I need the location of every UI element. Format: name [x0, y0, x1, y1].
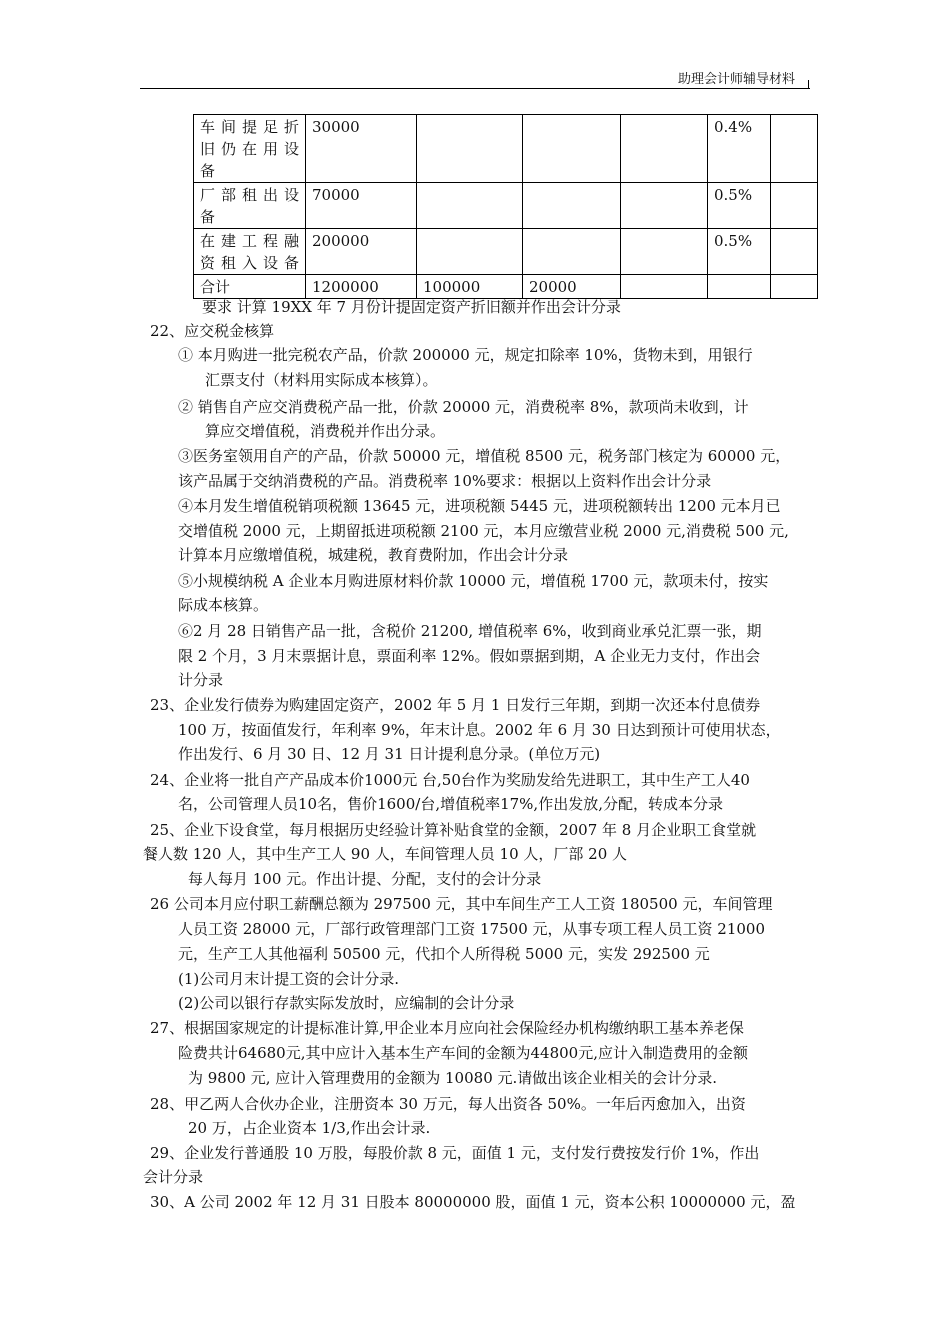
paragraph-line: 作出发行、6 月 30 日、12 月 31 日计提利息分录。(单位万元): [178, 745, 601, 763]
table-cell: [621, 229, 708, 275]
paragraph-line: 20 万，占企业资本 1/3,作出会计录.: [188, 1119, 431, 1137]
section-heading: 22、应交税金核算: [150, 322, 275, 340]
table-cell-name: 在建工程融 资租入设备: [194, 229, 306, 275]
paragraph-line: ② 销售自产应交消费税产品一批，价款 20000 元，消费税率 8%，款项尚未收到，计: [178, 398, 749, 416]
paragraph-line: 餐人数 120 人，其中生产工人 90 人，车间管理人员 10 人，厂部 20 人: [143, 845, 628, 863]
paragraph-line: ⑥2 月 28 日销售产品一批，含税价 21200, 增值税率 6%，收到商业承兑汇票一张，期: [178, 622, 762, 640]
section-heading: 27、根据国家规定的计提标准计算,甲企业本月应向社会保险经办机构缴纳职工基本养老保: [150, 1019, 744, 1037]
table-row: [194, 183, 818, 229]
table-cell: [417, 183, 523, 229]
table-cell: [708, 275, 771, 299]
table-cell: 30000: [306, 115, 417, 183]
table-row: [194, 229, 818, 275]
table-row: [194, 115, 818, 183]
table-row-total: [194, 275, 818, 299]
section-heading: 28、甲乙两人合伙办企业，注册资本 30 万元，每人出资各 50%。一年后丙愈加入，出资: [150, 1095, 746, 1113]
table-cell: [523, 229, 621, 275]
table-cell: 1200000: [306, 275, 417, 299]
paragraph-line: (2)公司以银行存款实际发放时，应编制的会计分录: [178, 994, 515, 1012]
paragraph-line: 元，生产工人其他福利 50500 元，代扣个人所得税 5000 元，实发 292500 元: [178, 945, 710, 963]
table-cell: 0.5%: [708, 229, 771, 275]
table-cell: 0.5%: [708, 183, 771, 229]
table-cell-name: 厂部租出设 备: [194, 183, 306, 229]
paragraph-line: 该产品属于交纳消费税的产品。消费税率 10%要求：根据以上资料作出会计分录: [178, 472, 712, 490]
paragraph-line: 算应交增值税，消费税并作出分录。: [205, 422, 446, 440]
table-cell: [771, 229, 818, 275]
paragraph-line: (1)公司月末计提工资的会计分录.: [178, 970, 400, 988]
depreciation-table: [193, 114, 818, 299]
section-heading: 30、A 公司 2002 年 12 月 31 日股本 80000000 股，面值 1 元，资本公积 10000000 元，盈: [150, 1193, 796, 1211]
paragraph-line: 每人每月 100 元。作出计提、分配，支付的会计分录: [188, 870, 542, 888]
paragraph-line: ③医务室领用自产的产品，价款 50000 元，增值税 8500 元，税务部门核定为 60000 元，: [178, 447, 791, 465]
paragraph-line: 计算本月应缴增值税，城建税，教育费附加，作出会计分录: [178, 546, 569, 564]
section-heading: 26 公司本月应付职工薪酬总额为 297500 元，其中车间生产工人工资 180500 元，车间管理: [150, 895, 773, 913]
table-cell: [771, 115, 818, 183]
table-cell: [417, 229, 523, 275]
section-heading: 23、企业发行债券为购建固定资产，2002 年 5 月 1 日发行三年期，到期一次还本付息债券: [150, 696, 761, 714]
paragraph-line: ④本月发生增值税销项税额 13645 元，进项税额 5445 元，进项税额转出 1200 元本月已: [178, 497, 781, 515]
header-rule: [140, 88, 810, 89]
paragraph-line: 际成本核算。: [178, 596, 269, 614]
paragraph-line: 人员工资 28000 元，厂部行政管理部门工资 17500 元，从事专项工程人员工资 21000: [178, 920, 765, 938]
section-heading: 24、企业将一批自产产品成本价1000元 台,50台作为奖励发给先进职工，其中生产工人40: [150, 771, 750, 789]
paragraph-line: 为 9800 元, 应计入管理费用的金额为 10080 元.请做出该企业相关的会计分录.: [188, 1069, 718, 1087]
section-heading: 25、企业下设食堂，每月根据历史经验计算补贴食堂的金额，2007 年 8 月企业职工食堂就: [150, 821, 757, 839]
header-rule-tick: [808, 80, 809, 88]
table-cell: [417, 115, 523, 183]
paragraph-line: 汇票支付（材料用实际成本核算）。: [205, 371, 438, 389]
table-cell: 70000: [306, 183, 417, 229]
paragraph-line: ⑤小规模纳税 A 企业本月购进原材料价款 10000 元，增值税 1700 元，款项未付，按实: [178, 572, 769, 590]
table-cell-name: 车间提足折 旧仍在用设 备: [194, 115, 306, 183]
table-cell: [621, 275, 708, 299]
table-cell: [771, 275, 818, 299]
paragraph-line: 会计分录: [143, 1168, 204, 1186]
paragraph-line: 要求 计算 19XX 年 7 月份计提固定资产折旧额并作出会计分录: [202, 298, 621, 316]
table-cell: 20000: [523, 275, 621, 299]
paragraph-line: 险费共计64680元,其中应计入基本生产车间的金额为44800元,应计入制造费用的金额: [178, 1044, 748, 1062]
section-heading: 29、企业发行普通股 10 万股，每股价款 8 元，面值 1 元，支付发行费按发行价 1%，作出: [150, 1144, 760, 1162]
table-cell: [621, 115, 708, 183]
table-cell: [771, 183, 818, 229]
paragraph-line: ① 本月购进一批完税农产品，价款 200000 元，规定扣除率 10%，货物未到，用银行: [178, 346, 753, 364]
table-cell: [523, 183, 621, 229]
table-cell-name: 合计: [194, 275, 306, 299]
paragraph-line: 100 万，按面值发行，年利率 9%，年末计息。2002 年 6 月 30 日达到预计可使用状态，: [178, 721, 781, 739]
table-cell: [621, 183, 708, 229]
page-header-title: 助理会计师辅导材料: [678, 72, 796, 87]
table-cell: 100000: [417, 275, 523, 299]
table-cell: 0.4%: [708, 115, 771, 183]
paragraph-line: 名，公司管理人员10名，售价1600/台,增值税率17%,作出发放,分配，转成本分录: [178, 795, 723, 813]
paragraph-line: 计分录: [178, 671, 224, 689]
table-cell: 200000: [306, 229, 417, 275]
paragraph-line: 交增值税 2000 元，上期留抵进项税额 2100 元，本月应缴营业税 2000 元,消费税 500 元,: [178, 522, 789, 540]
table-cell: [523, 115, 621, 183]
paragraph-line: 限 2 个月，3 月末票据计息，票面利率 12%。假如票据到期，A 企业无力支付，作出会: [178, 647, 761, 665]
